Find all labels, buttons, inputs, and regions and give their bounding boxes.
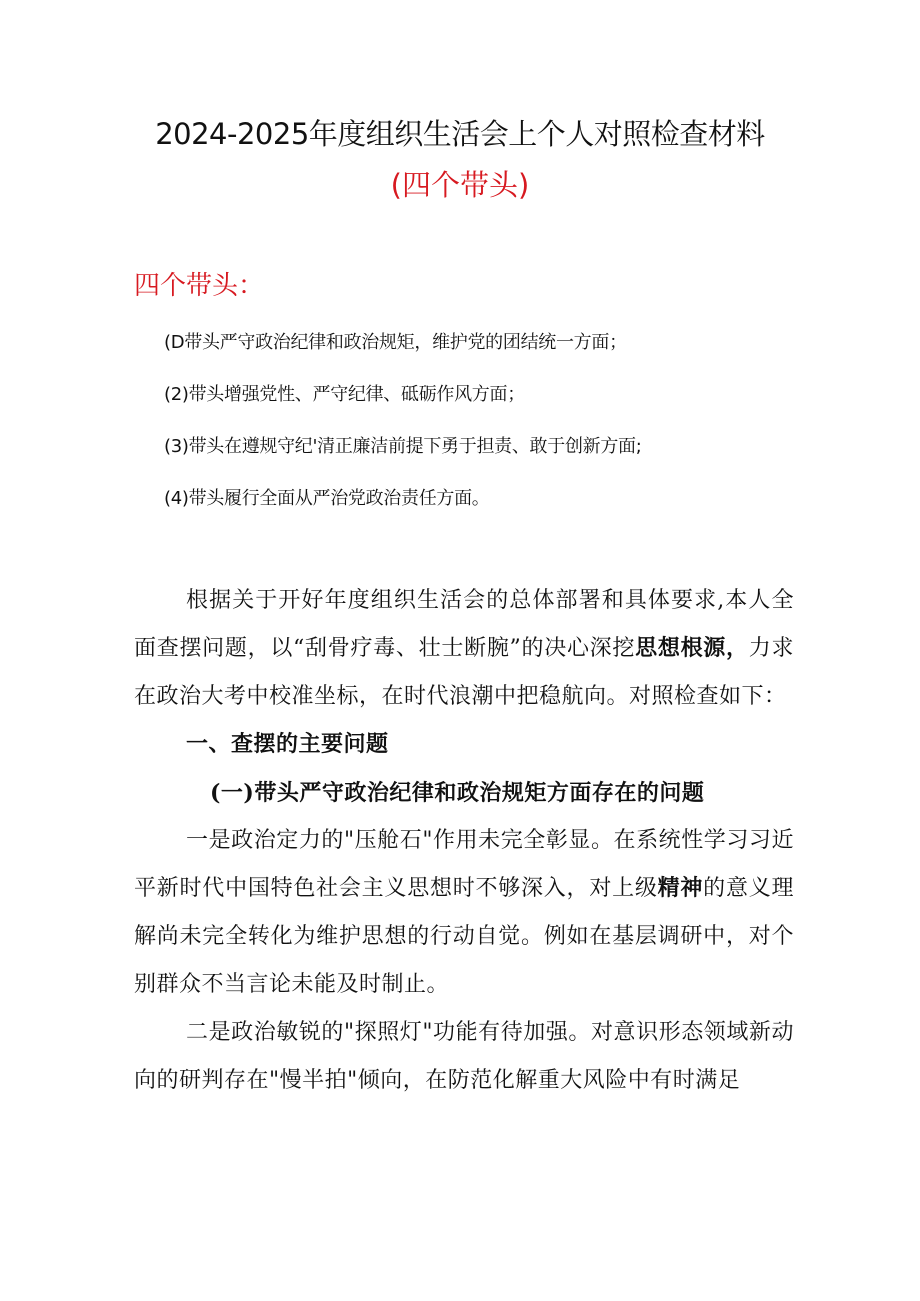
section-label: 四个带头： — [134, 271, 265, 301]
list-item: (4)带头履行全面从严治党政治责任方面。 — [164, 488, 490, 509]
document-body — [134, 577, 794, 1105]
four-leads-list — [164, 330, 864, 538]
heading-level-1: 一、查摆的主要问题 — [186, 732, 389, 757]
problem-paragraph-1 — [134, 817, 794, 1009]
intro-text-2: 力求在政治大考中校准坐标，在时代浪潮中把稳航向。对照检查如下： — [134, 636, 794, 709]
list-item: (D带头严守政治纪律和政治规矩，维护党的团结统一方面； — [164, 332, 627, 353]
document-title: 2024-2025年度组织生活会上个人对照检查材料 — [155, 117, 765, 151]
heading-level-2: (一)带头严守政治纪律和政治规矩方面存在的问题 — [210, 780, 705, 806]
list-item: (2)带头增强党性、严守纪律、砥砺作风方面； — [164, 384, 525, 405]
intro-text-1: 根据关于开好年度组织生活会的总体部署和具体要求,本人全面查摆问题，以“刮骨疗毒、壮士断腕”的决心深挖 — [134, 588, 794, 661]
para1-bold-phrase: 精神 — [657, 876, 704, 901]
intro-bold-phrase: 思想根源， — [635, 636, 749, 661]
para1-text-2: 的意义理解尚未完全转化为维护思想的行动自觉。例如在基层调研中，对个别群众不当言论未能及时制止。 — [134, 876, 794, 997]
para1-text-1: 一是政治定力的"压舱石"作用未完全彰显。在系统性学习习近平新时代中国特色社会主义思想时不够深入，对上级 — [134, 828, 794, 901]
document-subtitle: (四个带头) — [390, 168, 530, 202]
intro-paragraph — [134, 577, 794, 721]
list-item: (3)带头在遵规守纪'清正廉洁前提下勇于担责、敢于创新方面; — [164, 436, 642, 457]
problem-paragraph-2: 二是政治敏锐的"探照灯"功能有待加强。对意识形态领域新动向的研判存在"慢半拍"倾向，在防范化解重大风险中有时满足 — [134, 1020, 794, 1093]
